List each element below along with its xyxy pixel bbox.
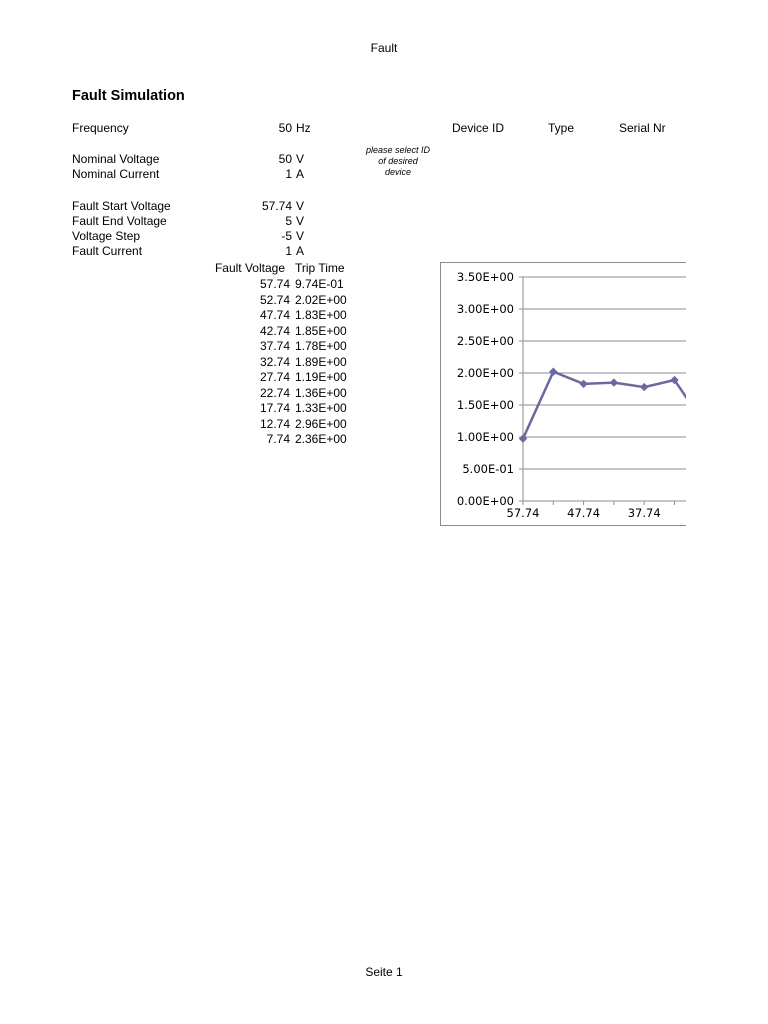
param-value-fault-current: 1 bbox=[285, 244, 292, 258]
param-label-fault-current: Fault Current bbox=[72, 244, 143, 258]
y-tick-label: 3.00E+00 bbox=[456, 302, 514, 316]
param-value-fault-end-voltage: 5 bbox=[285, 214, 292, 228]
fault-voltage-cell: 27.74 bbox=[259, 370, 290, 384]
trip-time-cell: 2.36E+00 bbox=[295, 432, 347, 446]
param-unit-fault-start-voltage: V bbox=[296, 199, 305, 213]
fault-voltage-cell: 32.74 bbox=[259, 354, 290, 369]
device-note-line: of desired bbox=[378, 156, 418, 166]
fault-voltage-cell: 7.74 bbox=[266, 432, 290, 446]
y-tick-label: 3.50E+00 bbox=[456, 270, 514, 284]
sheet-title: Fault Simulation bbox=[72, 88, 185, 104]
trip-time-cell: 1.33E+00 bbox=[295, 401, 347, 415]
trip-time-cell: 2.96E+00 bbox=[295, 416, 347, 431]
param-label-nominal-current: Nominal Current bbox=[72, 167, 160, 181]
x-tick-label: 37.74 bbox=[627, 506, 661, 520]
param-label-frequency: Frequency bbox=[72, 121, 129, 135]
trip-time-cell: 1.19E+00 bbox=[295, 370, 347, 384]
trip-time-cell: 1.83E+00 bbox=[295, 308, 347, 322]
y-tick-label: 5.00E-01 bbox=[462, 462, 514, 476]
x-tick-label: 57.74 bbox=[506, 506, 540, 520]
table-header-fault-voltage: Fault Voltage bbox=[214, 261, 285, 275]
header-type: Type bbox=[548, 121, 575, 135]
page-footer: Seite 1 bbox=[365, 965, 403, 979]
device-note-line: device bbox=[384, 167, 411, 177]
fault-voltage-cell: 12.74 bbox=[259, 416, 290, 431]
param-value-frequency: 50 bbox=[278, 121, 292, 135]
param-label-fault-end-voltage: Fault End Voltage bbox=[72, 214, 167, 228]
y-tick-label: 1.50E+00 bbox=[456, 398, 514, 412]
trip-time-chart bbox=[440, 262, 686, 527]
y-tick-label: 1.00E+00 bbox=[456, 430, 514, 444]
fault-voltage-cell: 42.74 bbox=[259, 323, 290, 338]
param-unit-nominal-voltage: V bbox=[296, 152, 305, 166]
param-label-nominal-voltage: Nominal Voltage bbox=[72, 152, 160, 166]
param-unit-frequency: Hz bbox=[296, 121, 311, 135]
header-device-id: Device ID bbox=[452, 121, 505, 135]
param-unit-nominal-current: A bbox=[296, 167, 305, 181]
fault-voltage-cell: 52.74 bbox=[259, 292, 290, 307]
trip-time-cell: 9.74E-01 bbox=[295, 277, 344, 291]
fault-voltage-cell: 37.74 bbox=[259, 339, 290, 353]
y-tick-label: 2.00E+00 bbox=[456, 366, 514, 380]
param-unit-fault-end-voltage: V bbox=[296, 214, 305, 228]
header-serial-nr: Serial Nr bbox=[619, 121, 666, 135]
param-unit-fault-current: A bbox=[296, 244, 305, 258]
fault-voltage-cell: 47.74 bbox=[259, 308, 290, 322]
param-unit-voltage-step: V bbox=[296, 229, 305, 243]
param-value-fault-start-voltage: 57.74 bbox=[261, 199, 292, 213]
y-tick-label: 0.00E+00 bbox=[456, 494, 514, 508]
table-header-trip-time: Trip Time bbox=[295, 261, 345, 275]
x-tick-label: 47.74 bbox=[567, 506, 601, 520]
param-value-nominal-current: 1 bbox=[285, 167, 292, 181]
device-select-note bbox=[353, 145, 443, 178]
trip-time-cell: 1.85E+00 bbox=[295, 323, 347, 338]
page-header: Fault bbox=[370, 41, 398, 55]
param-label-voltage-step: Voltage Step bbox=[72, 229, 141, 243]
param-value-voltage-step: -5 bbox=[281, 229, 292, 243]
trip-time-cell: 1.89E+00 bbox=[295, 354, 347, 369]
param-label-fault-start-voltage: Fault Start Voltage bbox=[72, 199, 171, 213]
trip-time-cell: 2.02E+00 bbox=[295, 292, 347, 307]
trip-time-cell: 1.36E+00 bbox=[295, 385, 347, 400]
fault-voltage-cell: 57.74 bbox=[259, 277, 290, 291]
param-value-nominal-voltage: 50 bbox=[278, 152, 292, 166]
fault-voltage-cell: 17.74 bbox=[259, 401, 290, 415]
trip-time-cell: 1.78E+00 bbox=[295, 339, 347, 353]
fault-voltage-cell: 22.74 bbox=[259, 385, 290, 400]
y-tick-label: 2.50E+00 bbox=[456, 334, 514, 348]
device-note-line: please select ID bbox=[365, 145, 431, 155]
